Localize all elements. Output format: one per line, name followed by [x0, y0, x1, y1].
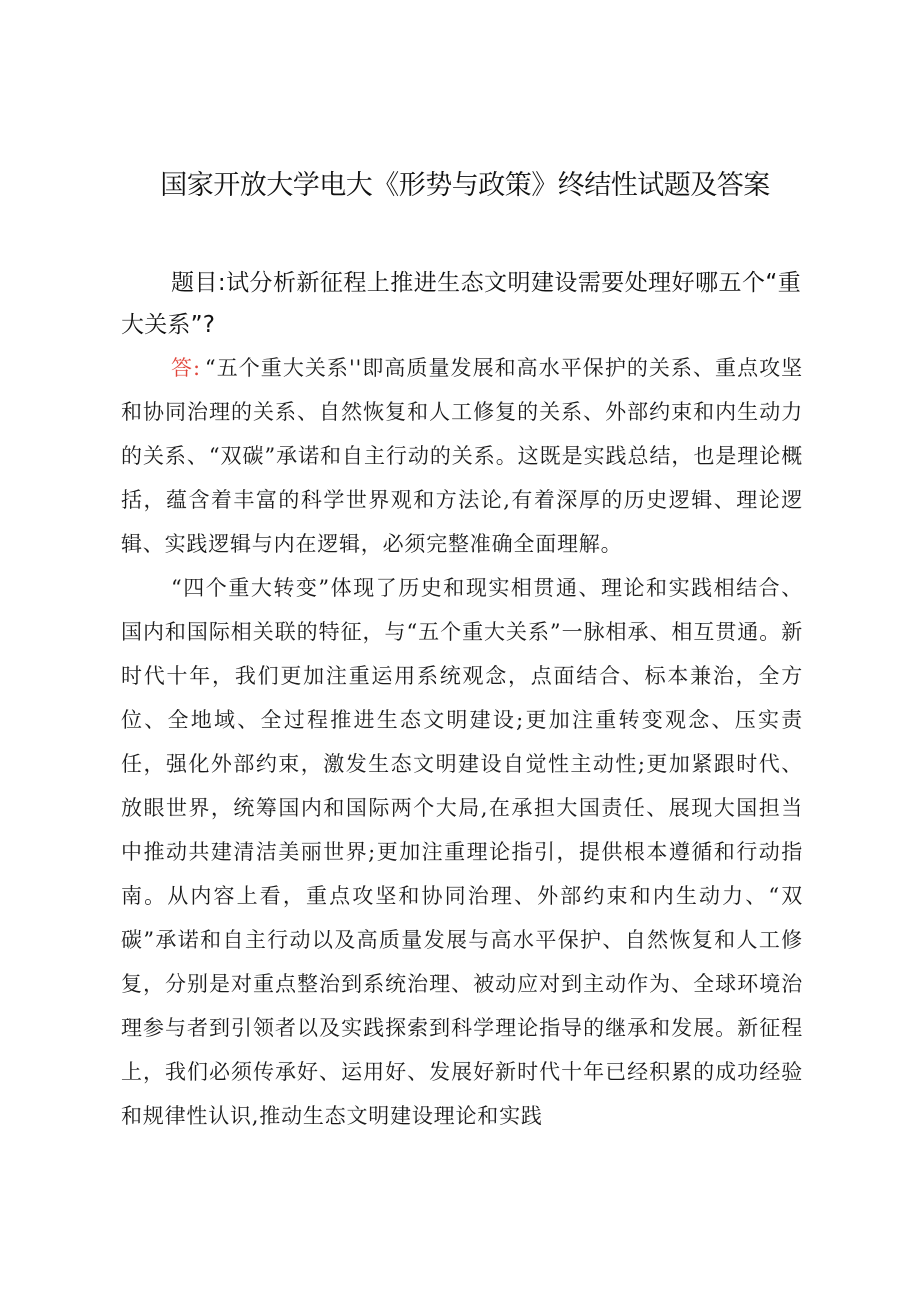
- document-title: 国家开放大学电大《形势与政策》终结性试题及答案: [160, 170, 770, 201]
- answer-label: 答:: [171, 356, 201, 380]
- answer-paragraph-2: “四个重大转变”体现了历史和现实相贯通、理论和实践相结合、国内和国际相关联的特征，与“五个重大关系”一脉相承、相互贯通。新时代十年，我们更加注重运用系统观念，点面结合、标本兼治，全方位、全地域、全过程推进生态文明建设;更加注重转变观念、压实责任，强化外部约束，激发生态文明建设自觉性主动性;更加紧跟时代、放眼世界，统筹国内和国际两个大局,在承担大国责任、展现大国担当中推动共建清洁美丽世界;更加注重理论指引，提供根本遵循和行动指南。从内容上看，重点攻坚和协同治理、外部约束和内生动力、“双碳”承诺和自主行动以及高质量发展与高水平保护、自然恢复和人工修复，分别是对重点整治到系统治理、被动应对到主动作为、全球环境治理参与者到引领者以及实践探索到科学理论指导的继承和发展。新征程上，我们必须传承好、运用好、发展好新时代十年已经积累的成功经验和规律性认识,推动生态文明建设理论和实践: [121, 576, 803, 1128]
- question-text: 题目:试分析新征程上推进生态文明建设需要处理好哪五个“重大关系”?: [121, 270, 801, 338]
- answer-paragraph-1: [121, 346, 803, 566]
- answer-paragraph-1-text: “五个重大关系''即高质量发展和高水平保护的关系、重点攻坚和协同治理的关系、自然恢复和人工修复的关系、外部约束和内生动力的关系、“双碳”承诺和自主行动的关系。这既是实践总结，也是理论概括，蕴含着丰富的科学世界观和方法论,有着深厚的历史逻辑、理论逻辑、实践逻辑与内在逻辑，必须完整准确全面理解。: [121, 356, 803, 556]
